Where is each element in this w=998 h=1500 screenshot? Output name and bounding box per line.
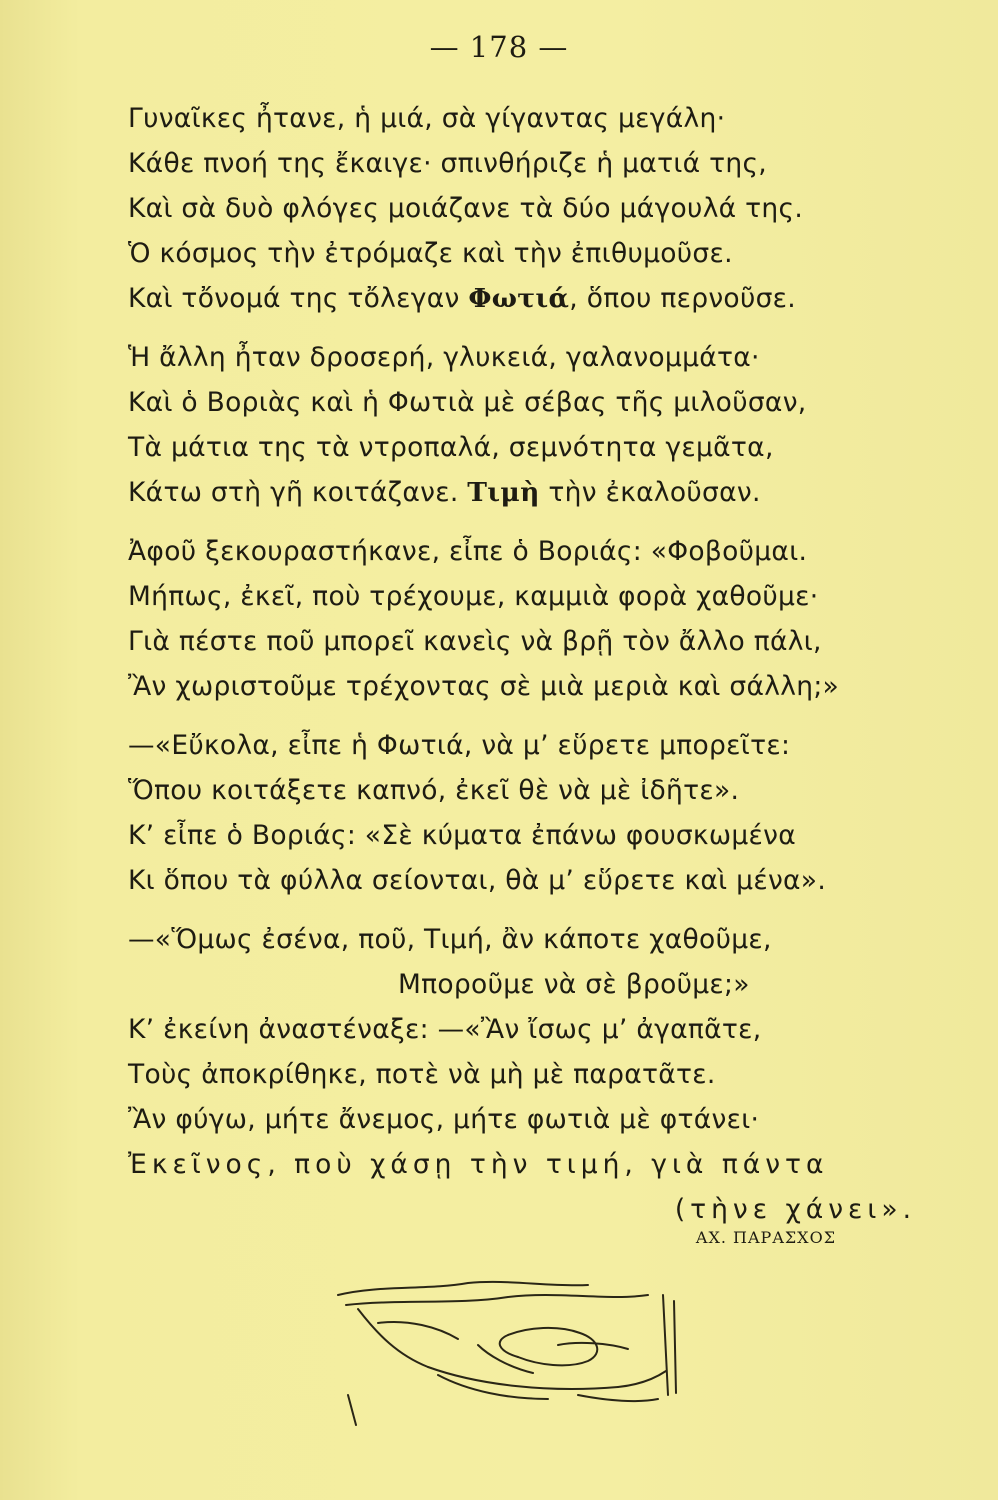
poem-line: —«Εὔκολα, εἶπε ἡ Φωτιά, νὰ μ’ εὕρετε μπορεῖτε: — [128, 730, 791, 761]
bold-word-fotia: Φωτιά — [468, 283, 570, 314]
poem-line-start: Καὶ τὄνομά της τὄλεγαν — [128, 283, 460, 314]
poem-line: Τὰ μάτια της τὰ ντροπαλά, σεμνότητα γεμᾶτα, — [128, 432, 774, 463]
poem-line: Ἀφοῦ ξεκουραστήκανε, εἶπε ὁ Βοριάς: «Φοβοῦμαι. — [128, 536, 808, 567]
poem-line — [128, 470, 948, 515]
poem — [128, 96, 948, 1246]
poem-line: Μήπως, ἐκεῖ, ποὺ τρέχουμε, καμμιὰ φορὰ χαθοῦμε· — [128, 581, 819, 612]
poem-line: Ἂν χωριστοῦμε τρέχοντας σὲ μιὰ μεριὰ καὶ σάλλη;» — [128, 671, 840, 702]
poem-line-end: τὴν ἐκαλοῦσαν. — [539, 477, 761, 508]
poem-line: Γυναῖκες ἦτανε, ἡ μιά, σὰ γίγαντας μεγάλη· — [128, 103, 726, 134]
stanza-5 — [128, 917, 948, 1232]
hand-vignette-icon — [318, 1275, 698, 1435]
poem-line: Μποροῦμε νὰ σὲ βροῦμε;» — [398, 969, 750, 1000]
poem-line: (τὴνε χάνει». — [674, 1194, 916, 1225]
poem-line: Τοὺς ἀποκρίθηκε, ποτὲ νὰ μὴ μὲ παρατᾶτε. — [128, 1059, 716, 1090]
poem-line: Ἐκεῖνος, ποὺ χάσῃ τὴν τιμή, γιὰ πάντα — [128, 1149, 829, 1180]
poem-line-end: , ὅπου περνοῦσε. — [569, 283, 797, 314]
poem-line: Ἂν φύγω, μήτε ἄνεμος, μήτε φωτιὰ μὲ φτάνει· — [128, 1104, 760, 1135]
poem-line: Καὶ σὰ δυὸ φλόγες μοιάζανε τὰ δύο μάγουλά της. — [128, 193, 804, 224]
author-signature: ΑΧ. ΠΑΡΑΣΧΟΣ — [695, 1228, 836, 1247]
poem-line: Κι ὅπου τὰ φύλλα σείονται, θὰ μ’ εὕρετε καὶ μένα». — [128, 865, 827, 896]
poem-line: —«Ὅμως ἐσένα, ποῦ, Τιμή, ἂν κάποτε χαθοῦμε, — [128, 924, 772, 955]
stanza-4 — [128, 723, 948, 903]
poem-line: Γιὰ πέστε ποῦ μπορεῖ κανεὶς νὰ βρῇ τὸν ἄλλο πάλι, — [128, 626, 822, 657]
poem-line-start: Κάτω στὴ γῆ κοιτάζανε. — [128, 477, 459, 508]
poem-line: Ἡ ἄλλη ἦταν δροσερή, γλυκειά, γαλανομμάτα· — [128, 342, 760, 373]
poem-line: Ὁ κόσμος τὴν ἐτρόμαζε καὶ τὴν ἐπιθυμοῦσε. — [128, 238, 733, 269]
poem-line: Κάθε πνοή της ἔκαιγε· σπινθήριζε ἡ ματιά της, — [128, 148, 768, 179]
stanza-3 — [128, 529, 948, 709]
stanza-1 — [128, 96, 948, 321]
poem-line: Κ’ ἐκείνη ἀναστέναξε: —«Ἂν ἴσως μ’ ἀγαπᾶτε, — [128, 1014, 762, 1045]
poem-line: Ὅπου κοιτάξετε καπνό, ἐκεῖ θὲ νὰ μὲ ἰδῆτε». — [128, 775, 740, 806]
poem-line — [128, 276, 948, 321]
stanza-2 — [128, 335, 948, 515]
poem-line: Κ’ εἶπε ὁ Βοριάς: «Σὲ κύματα ἐπάνω φουσκωμένα — [128, 820, 796, 851]
page-number: — 178 — — [429, 30, 569, 64]
bold-word-timi: Τιμὴ — [467, 477, 540, 508]
poem-line: Καὶ ὁ Βοριὰς καὶ ἡ Φωτιὰ μὲ σέβας τῆς μιλοῦσαν, — [128, 387, 807, 418]
